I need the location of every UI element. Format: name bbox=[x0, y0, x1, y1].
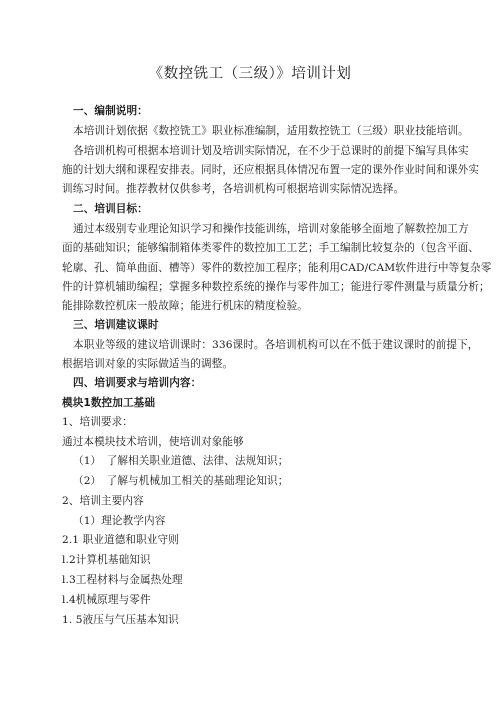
paragraph-line: 本培训计划依据《数控铣工》职业标准编制，适用数控铣工（三级）职业技能培训。 bbox=[73, 125, 469, 137]
document-title: 《数控铣工（三级）》培训计划 bbox=[148, 66, 352, 82]
list-item: l.2计算机基础知识 bbox=[62, 554, 151, 566]
list-item: （1） 了解相关职业道德、法律、法规知识； bbox=[73, 455, 289, 467]
paragraph-line: 训练习时间。推荐教材仅供参考，各培训机构可根据培训实际情况选择。 bbox=[62, 183, 405, 195]
list-item: 2.1 职业道德和职业守则 bbox=[62, 534, 179, 546]
list-item: 1. 5液压与气压基本知识 bbox=[62, 614, 179, 626]
requirements-heading: 1、培训要求： bbox=[62, 416, 134, 428]
paragraph-line: 各培训机构可根据本培训计划及培训实际情况，在不少于总课时的前提下编写具体实 bbox=[73, 145, 469, 157]
content-subheading: （1）理论教学内容 bbox=[73, 515, 166, 527]
list-item: l.4机械原理与零件 bbox=[62, 594, 151, 606]
paragraph-line: 通过本模块技术培训，使培训对象能够 bbox=[62, 436, 244, 448]
list-item: （2） 了解与机械加工相关的基础理论知识； bbox=[73, 475, 289, 487]
section-2-heading: 二、培训目标： bbox=[73, 203, 148, 215]
paragraph-line: 件的计算机辅助编程；掌握多种数控系统的操作与零件加工；能进行零件测量与质量分析； bbox=[62, 281, 490, 293]
paragraph-line: 能排除数控机床一般故障；能进行机床的精度检验。 bbox=[62, 300, 308, 312]
paragraph-line: 面的基础知识；能够编制箱体类零件的数控加工工艺；手工编制比较复杂的（包含平面、 bbox=[62, 242, 480, 254]
paragraph-line: 本职业等级的建议培训课时：336课时。各培训机构可以在不低于建议课时的前提下， bbox=[73, 339, 479, 351]
content-heading: 2、培训主要内容 bbox=[62, 495, 144, 507]
module-heading: 模块1数控加工基础 bbox=[62, 397, 156, 409]
paragraph-line: 轮廓、孔、简单曲面、槽等）零件的数控加工程序；能利用CAD/CAM软件进行中等复杂零 bbox=[62, 262, 492, 274]
paragraph-line: 施的计划大纲和课程安排表。同时，还应根据具体情况布置一定的课外作业时间和课外实 bbox=[62, 164, 480, 176]
paragraph-line: 根据培训对象的实际做适当的调整。 bbox=[62, 358, 234, 370]
paragraph-line: 通过本级别专业理论知识学习和操作技能训练，培训对象能够全面地了解数控加工方 bbox=[73, 223, 469, 235]
section-1-heading: 一、编制说明： bbox=[73, 105, 148, 117]
section-3-heading: 三、培训建议课时 bbox=[73, 319, 159, 331]
section-4-heading: 四、培训要求与培训内容： bbox=[73, 377, 202, 389]
list-item: l.3工程材料与金属热处理 bbox=[62, 574, 183, 586]
